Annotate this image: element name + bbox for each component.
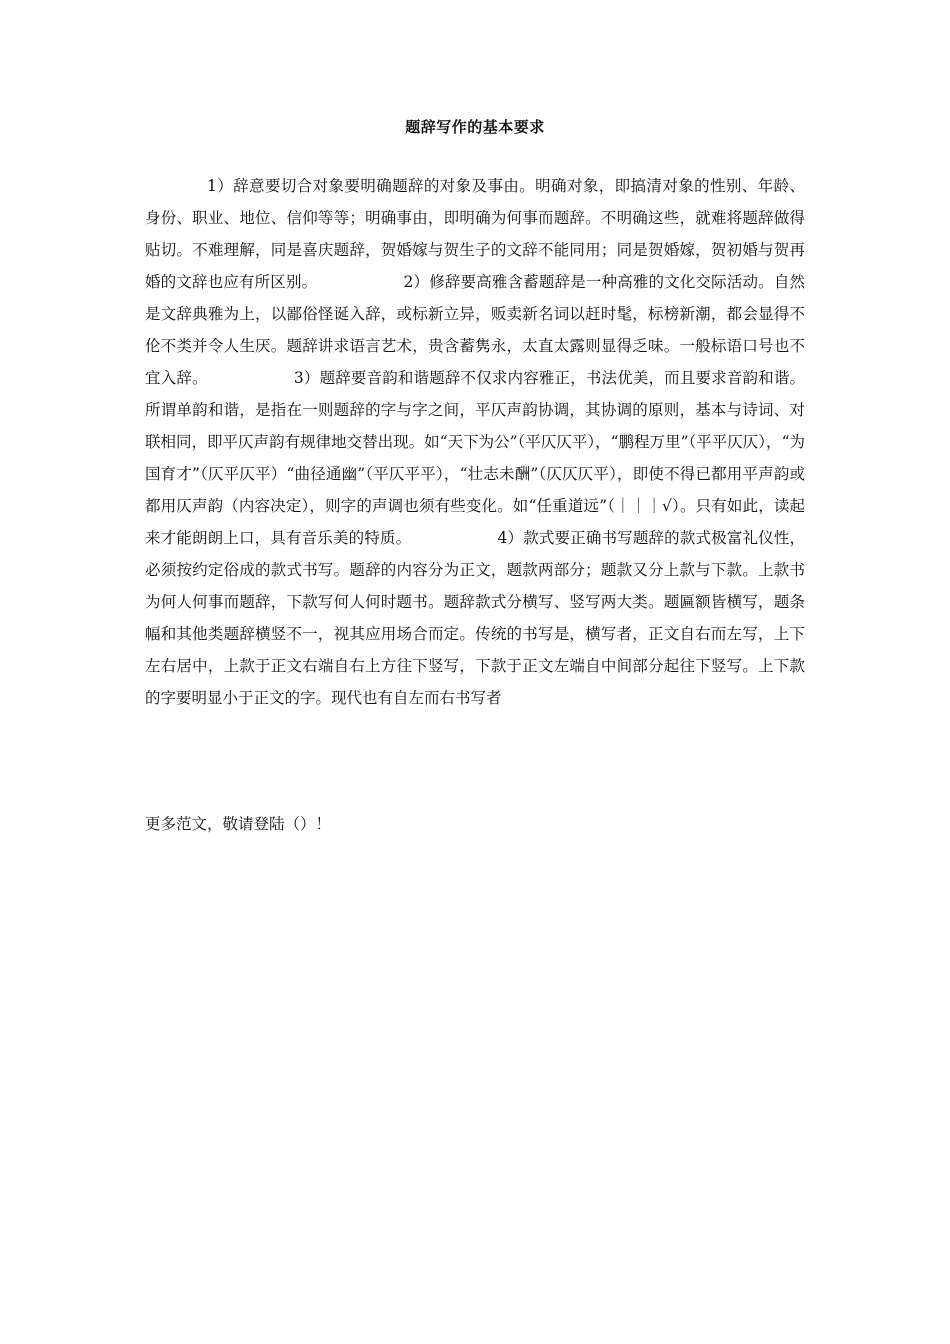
footer-note: 更多范文，敬请登陆（）！	[145, 815, 332, 833]
document-body: 1）辞意要切合对象要明确题辞的对象及事由。明确对象，即搞清对象的性别、年龄、身份、职业、地位、信仰等等；明确事由，即明确为何事而题辞。不明确这些，就难将题辞做得贴切。不难理解，同是喜庆题辞，贺婚嫁与贺生子的文辞不能同用；同是贺婚嫁，贺初婚与贺再婚的文辞也应有所区别。 2）修辞要高雅含蓄题辞是一种高雅的文化交际活动。自然是文辞典雅为上，以鄙俗怪诞入辞，或标新立异，贩卖新名词以赶时髦，标榜新潮，都会显得不伦不类并令人生厌。题辞讲求语言艺术，贵含蓄隽永，太直太露则显得乏味。一般标语口号也不宜入辞。 3）题辞要音韵和谐题辞不仅求内容雅正，书法优美，而且要求音韵和谐。所谓单韵和谐，是指在一则题辞的字与字之间，平仄声韵协调，其协调的原则，基本与诗词、对联相同，即平仄声韵有规律地交替出现。如“天下为公”（平仄仄平），“鹏程万里”（平平仄仄），“为国育才”（仄平仄平）“曲径通幽”（平仄平平），“壮志未酬”（仄仄仄平），即使不得已都用平声韵或都用仄声韵（内容决定），则字的声调也须有些变化。如“任重道远”（｜｜｜√）。只有如此，读起来才能朗朗上口，具有音乐美的特质。 4）款式要正确书写题辞的款式极富礼仪性，必须按约定俗成的款式书写。题辞的内容分为正文，题款两部分；题款又分上款与下款。上款书为何人何事而题辞，下款写何人何时题书。题辞款式分横写、竖写两大类。题匾额皆横写，题条幅和其他类题辞横竖不一，视其应用场合而定。传统的书写是，横写者，正文自右而左写，上下左右居中，上款于正文右端自右上方往下竖写，下款于正文左端自中间部分起往下竖写。上下款的字要明显小于正文的字。现代也有自左而右书写者	[145, 177, 805, 707]
document-title: 题辞写作的基本要求	[405, 118, 545, 136]
